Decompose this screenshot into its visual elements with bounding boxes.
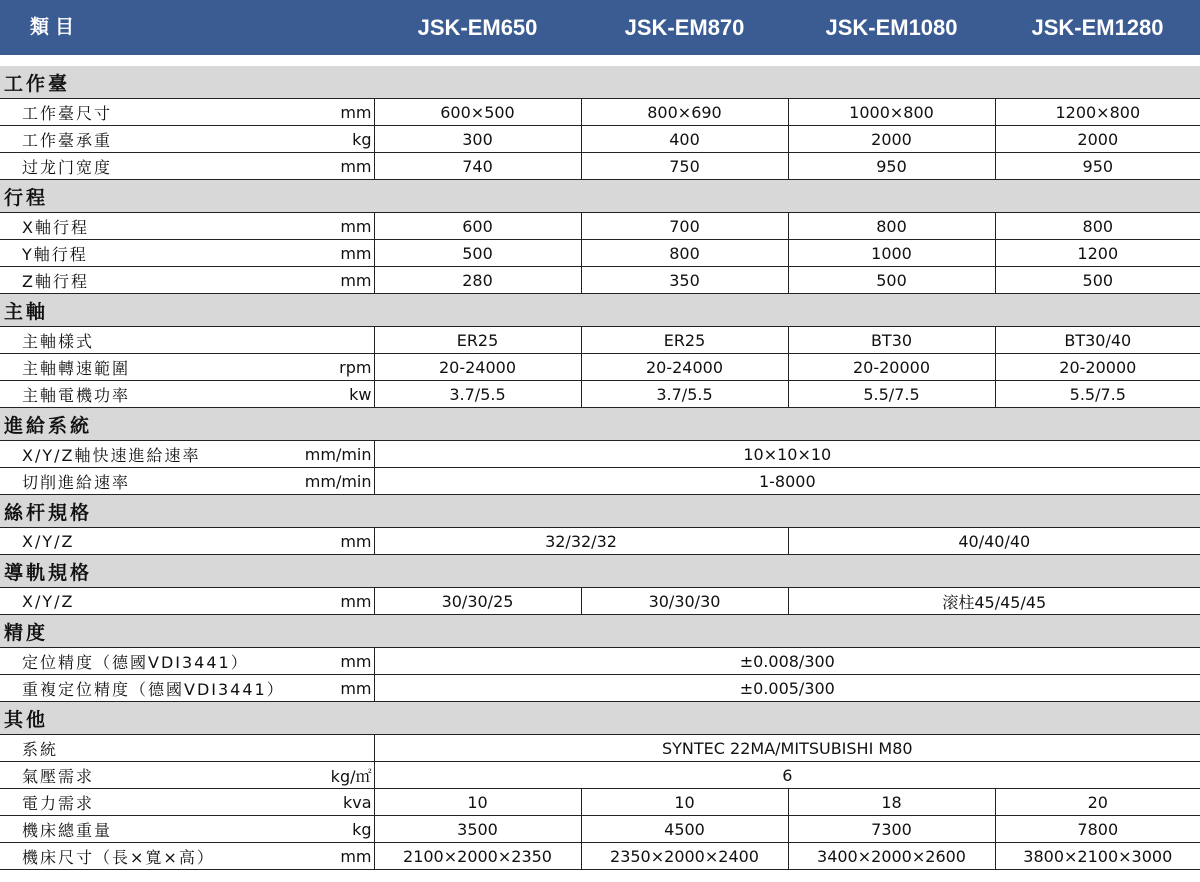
spec-value: 20-20000 — [788, 354, 995, 381]
spec-unit: kw — [300, 381, 374, 408]
spec-row — [0, 675, 1200, 702]
spec-value: 18 — [788, 789, 995, 816]
spec-value: 350 — [581, 267, 788, 294]
spec-unit: rpm — [300, 354, 374, 381]
spec-value: 300 — [374, 126, 581, 153]
spec-value: 500 — [788, 267, 995, 294]
spec-value: 800 — [581, 240, 788, 267]
spec-value: 20 — [995, 789, 1200, 816]
spec-value: 7300 — [788, 816, 995, 843]
spec-name: 主軸電機功率 — [0, 381, 300, 408]
spec-value: 740 — [374, 153, 581, 180]
model-header-em650: JSK-EM650 — [417, 15, 538, 40]
spec-value: 950 — [788, 153, 995, 180]
spec-value: 5.5/7.5 — [788, 381, 995, 408]
section-title: 絲杆規格 — [0, 495, 1200, 528]
section-header — [0, 702, 1200, 735]
section-title: 導軌規格 — [0, 555, 1200, 588]
spec-value: 1000 — [788, 240, 995, 267]
section-header — [0, 495, 1200, 528]
spec-name: 機床尺寸（長×寬×高） — [0, 843, 300, 870]
spec-name: Y軸行程 — [0, 240, 300, 267]
spec-row — [0, 789, 1200, 816]
spec-value: 750 — [581, 153, 788, 180]
section-header — [0, 555, 1200, 588]
section-title: 主軸 — [0, 294, 1200, 327]
section-title: 精度 — [0, 615, 1200, 648]
spec-value: 3500 — [374, 816, 581, 843]
spec-name: 切削進給速率 — [0, 468, 300, 495]
spec-value: 3400×2000×2600 — [788, 843, 995, 870]
spec-value: 10 — [581, 789, 788, 816]
spec-value: 4500 — [581, 816, 788, 843]
spec-row — [0, 843, 1200, 870]
section-title: 進給系統 — [0, 408, 1200, 441]
spec-value: 400 — [581, 126, 788, 153]
spec-row — [0, 213, 1200, 240]
spec-unit: mm — [300, 267, 374, 294]
spec-value: 950 — [995, 153, 1200, 180]
spec-name: X/Y/Z軸快速進給速率 — [0, 441, 300, 468]
spec-value: 800 — [788, 213, 995, 240]
spec-name: 主軸樣式 — [0, 327, 300, 354]
spec-row — [0, 126, 1200, 153]
spec-name: Z軸行程 — [0, 267, 300, 294]
spec-unit: mm — [300, 99, 374, 126]
spec-row — [0, 354, 1200, 381]
spec-value: 2350×2000×2400 — [581, 843, 788, 870]
section-header — [0, 66, 1200, 99]
spec-unit: kg — [300, 126, 374, 153]
spec-row — [0, 267, 1200, 294]
spec-value: 3.7/5.5 — [581, 381, 788, 408]
spec-value: 30/30/25 — [374, 588, 581, 615]
spec-value: 1000×800 — [788, 99, 995, 126]
model-header-em1080: JSK-EM1080 — [825, 15, 958, 40]
spec-unit: kg/㎡ — [300, 762, 374, 789]
spec-value: 20-24000 — [374, 354, 581, 381]
spec-value: 10 — [374, 789, 581, 816]
spec-unit: mm — [300, 240, 374, 267]
spec-row — [0, 528, 1200, 555]
spec-value: ±0.005/300 — [374, 675, 1200, 702]
spec-name: 定位精度（德國VDI3441） — [0, 648, 300, 675]
section-header — [0, 180, 1200, 213]
spec-name: 機床總重量 — [0, 816, 300, 843]
spec-value: BT30/40 — [995, 327, 1200, 354]
spec-unit: mm — [300, 648, 374, 675]
spec-value: ER25 — [374, 327, 581, 354]
spec-value: 20-20000 — [995, 354, 1200, 381]
spec-row — [0, 816, 1200, 843]
spec-value: ±0.008/300 — [374, 648, 1200, 675]
spec-row — [0, 153, 1200, 180]
spec-unit: mm — [300, 588, 374, 615]
spec-value: 20-24000 — [581, 354, 788, 381]
spec-row — [0, 468, 1200, 495]
spec-value: 700 — [581, 213, 788, 240]
spec-value: 32/32/32 — [374, 528, 788, 555]
spec-name: 系統 — [0, 735, 300, 762]
spec-unit — [300, 735, 374, 762]
spec-unit: mm — [300, 528, 374, 555]
spec-row — [0, 588, 1200, 615]
spec-table-header — [0, 0, 1200, 55]
spec-unit: kva — [300, 789, 374, 816]
spec-name: 主軸轉速範圍 — [0, 354, 300, 381]
section-header — [0, 294, 1200, 327]
spec-value: 40/40/40 — [788, 528, 1200, 555]
spec-name: X軸行程 — [0, 213, 300, 240]
spec-value: 10×10×10 — [374, 441, 1200, 468]
spec-name: 電力需求 — [0, 789, 300, 816]
spec-value: 600×500 — [374, 99, 581, 126]
spec-value: 6 — [374, 762, 1200, 789]
header-separator — [0, 55, 1200, 66]
spec-value: 800×690 — [581, 99, 788, 126]
spec-name: X/Y/Z — [0, 528, 300, 555]
spec-value: 2000 — [788, 126, 995, 153]
spec-value: 30/30/30 — [581, 588, 788, 615]
spec-name: 工作臺承重 — [0, 126, 300, 153]
spec-name: X/Y/Z — [0, 588, 300, 615]
spec-row — [0, 240, 1200, 267]
spec-value: 1200×800 — [995, 99, 1200, 126]
spec-value: 500 — [374, 240, 581, 267]
spec-value: 5.5/7.5 — [995, 381, 1200, 408]
spec-value: 500 — [995, 267, 1200, 294]
section-header — [0, 615, 1200, 648]
spec-value: 3800×2100×3000 — [995, 843, 1200, 870]
spec-value: 600 — [374, 213, 581, 240]
spec-row — [0, 327, 1200, 354]
spec-unit: mm — [300, 213, 374, 240]
section-title: 其他 — [0, 702, 1200, 735]
spec-value: SYNTEC 22MA/MITSUBISHI M80 — [374, 735, 1200, 762]
spec-value: 1200 — [995, 240, 1200, 267]
spec-unit: kg — [300, 816, 374, 843]
spec-unit: mm/min — [300, 441, 374, 468]
spec-value: 7800 — [995, 816, 1200, 843]
spec-unit: mm — [300, 675, 374, 702]
spec-row — [0, 99, 1200, 126]
spec-unit: mm — [300, 843, 374, 870]
spec-row — [0, 648, 1200, 675]
spec-value: 1-8000 — [374, 468, 1200, 495]
spec-name: 重複定位精度（德國VDI3441） — [0, 675, 300, 702]
spec-table — [0, 66, 1200, 870]
spec-name: 过龙门宽度 — [0, 153, 300, 180]
spec-row — [0, 762, 1200, 789]
spec-name: 氣壓需求 — [0, 762, 300, 789]
spec-row — [0, 735, 1200, 762]
spec-value: ER25 — [581, 327, 788, 354]
spec-value: 3.7/5.5 — [374, 381, 581, 408]
spec-name: 工作臺尺寸 — [0, 99, 300, 126]
model-header-em870: JSK-EM870 — [624, 15, 745, 40]
spec-value: 800 — [995, 213, 1200, 240]
spec-row — [0, 441, 1200, 468]
section-header — [0, 408, 1200, 441]
category-header-label: 類目 — [30, 16, 81, 38]
spec-row — [0, 381, 1200, 408]
spec-unit: mm — [300, 153, 374, 180]
spec-value: BT30 — [788, 327, 995, 354]
spec-unit: mm/min — [300, 468, 374, 495]
spec-value: 滚柱45/45/45 — [788, 588, 1200, 615]
spec-value: 2000 — [995, 126, 1200, 153]
spec-value: 2100×2000×2350 — [374, 843, 581, 870]
section-title: 行程 — [0, 180, 1200, 213]
model-header-em1280: JSK-EM1280 — [1031, 15, 1164, 40]
spec-value: 280 — [374, 267, 581, 294]
spec-unit — [300, 327, 374, 354]
section-title: 工作臺 — [0, 66, 1200, 99]
